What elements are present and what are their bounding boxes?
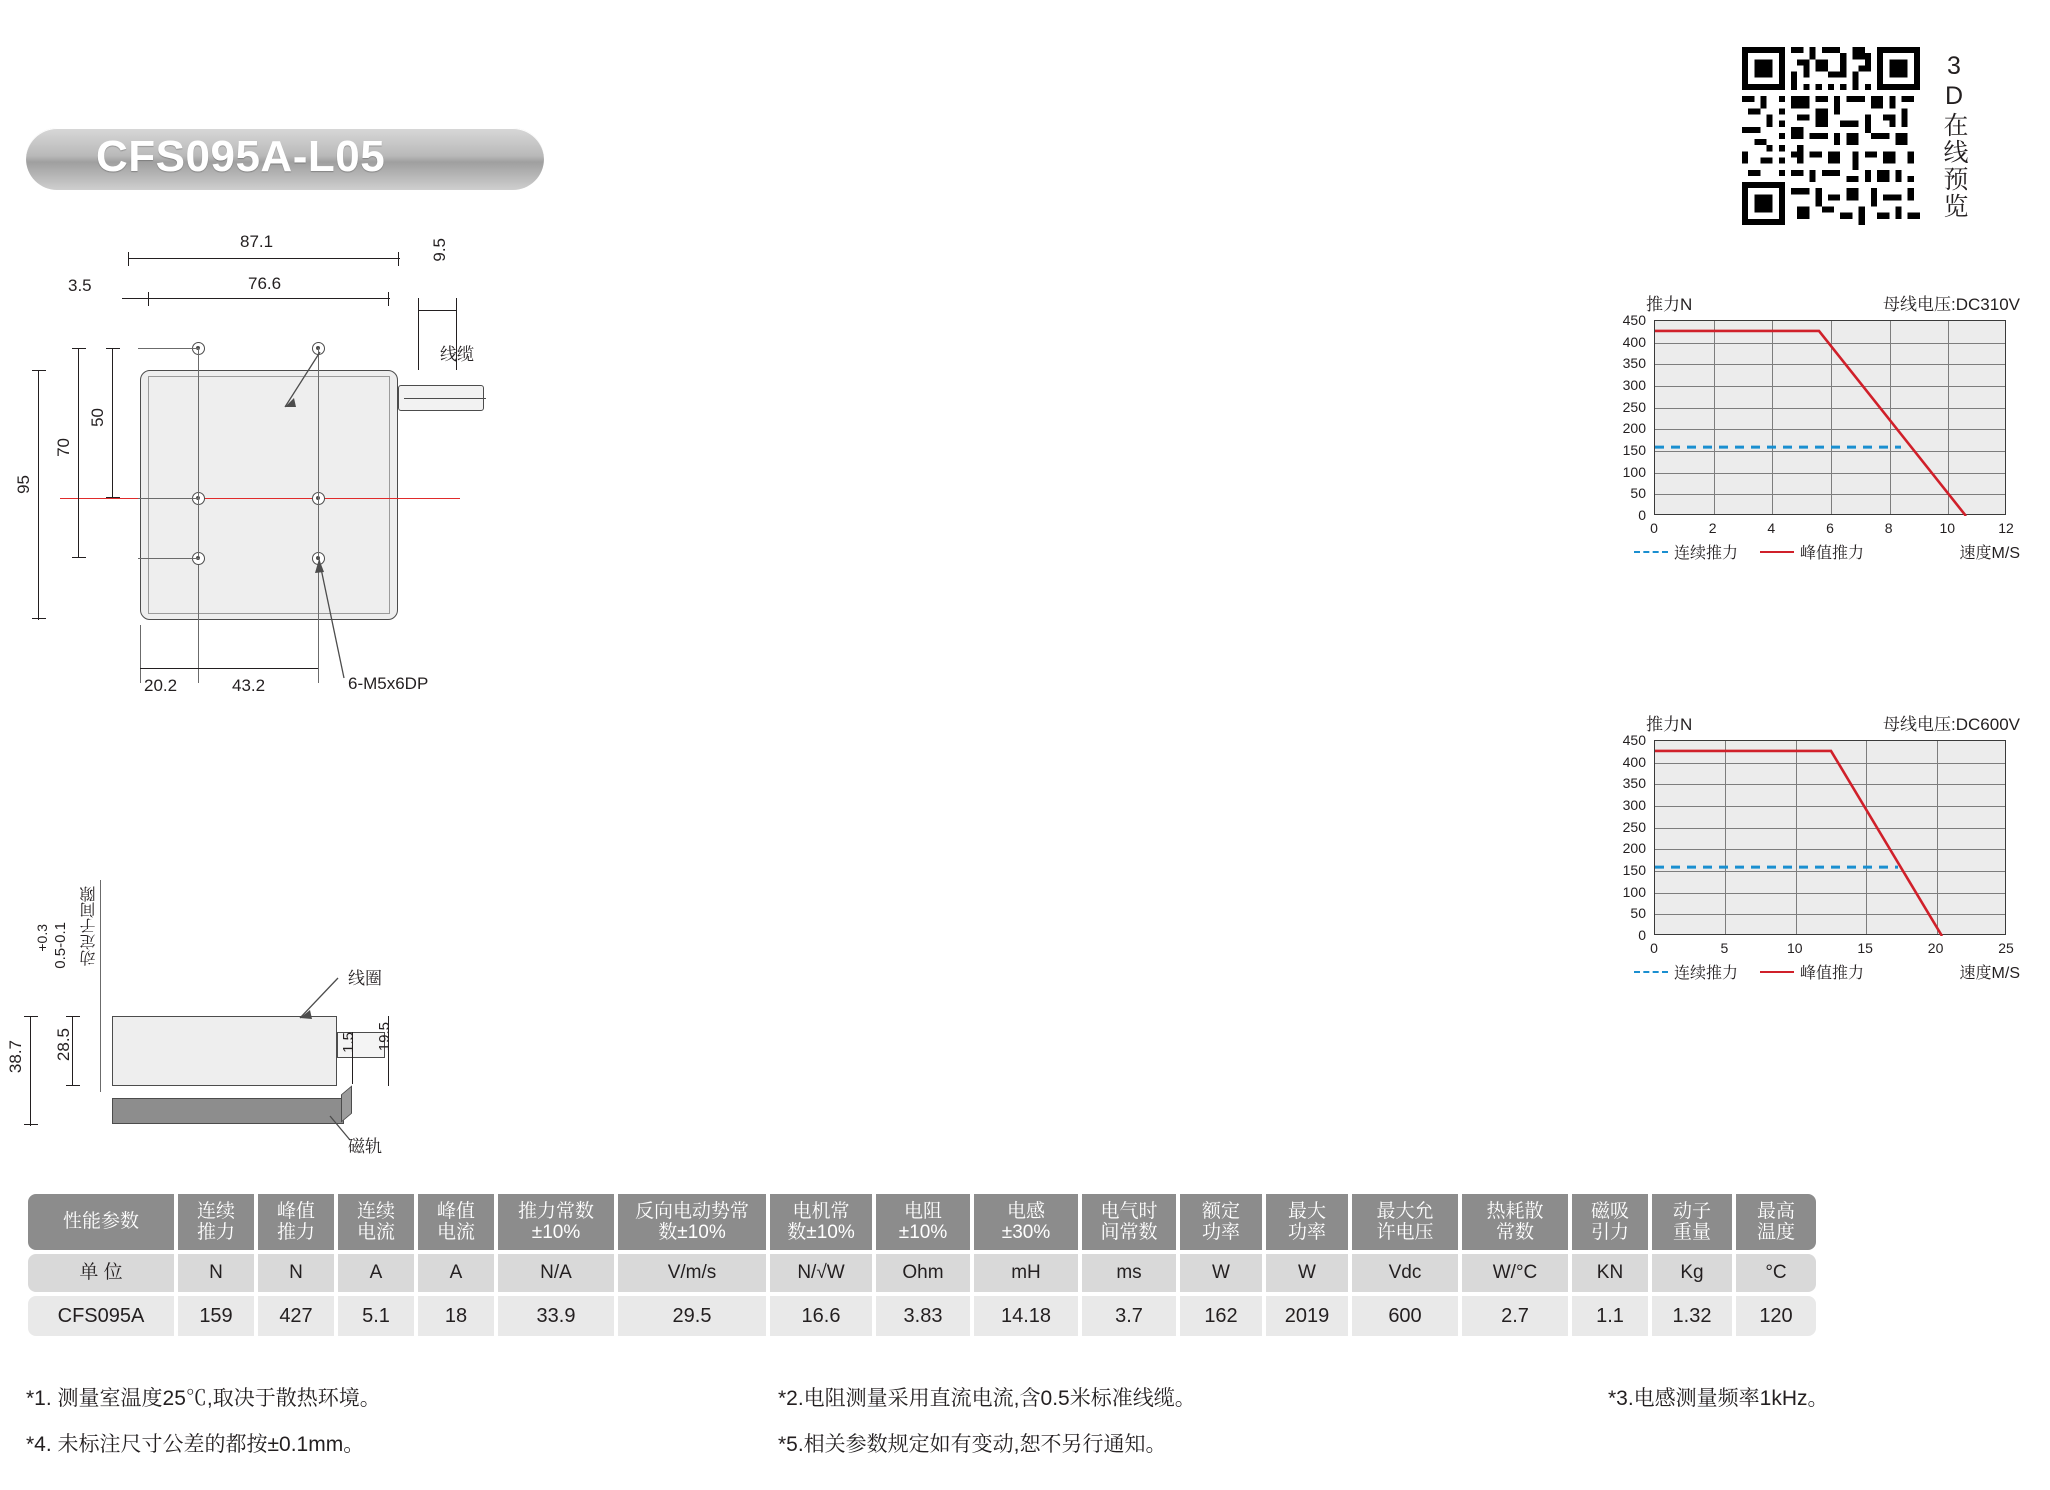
chart1-ytick: 0: [1638, 507, 1646, 523]
table-unit-cell: N: [176, 1252, 256, 1294]
chart2-xtick: 5: [1720, 940, 1729, 956]
chart1-xtick: 2: [1708, 520, 1717, 536]
header-text: 连续推力: [196, 1200, 235, 1243]
chart2-curves: [1655, 741, 2007, 936]
chart1-ytick: 300: [1622, 377, 1646, 393]
label-air-gap: 动定子间隙: [81, 886, 98, 966]
chart2-plot-area: [1654, 740, 2006, 935]
chart2-ytick: 100: [1622, 883, 1646, 900]
table-value-cell: 1.1: [1570, 1294, 1650, 1338]
table-unit-cell: A: [336, 1252, 416, 1294]
table-unit-cell: N/√W: [768, 1252, 874, 1294]
header-text: 热耗散常数: [1486, 1200, 1544, 1243]
chart2-ytick: 0: [1638, 927, 1646, 943]
table-header-cell: [768, 1192, 874, 1252]
qr-code-svg: [1742, 47, 1920, 225]
dim-cable-offset: 9.5: [430, 238, 449, 262]
dim-gap-tolerance: +0.3: [34, 924, 50, 952]
table-unit-cell: N: [256, 1252, 336, 1294]
table-value-cell: 162: [1178, 1294, 1264, 1338]
front-view-drawing: [0, 232, 520, 700]
dim-total-height: 38.7: [6, 1040, 25, 1074]
chart1-xtick: 0: [1650, 520, 1658, 536]
table-header-cell: [1178, 1192, 1264, 1252]
table-value-cell: 600: [1350, 1294, 1460, 1338]
table-unit-cell: KN: [1570, 1252, 1650, 1294]
chart2-ytick: 250: [1622, 818, 1646, 835]
table-unit-cell: A: [416, 1252, 496, 1294]
chart1-x-title: 速度M/S: [1959, 545, 2020, 562]
header-text: 最大允许电压: [1376, 1200, 1434, 1243]
dim-height-70: 70: [54, 438, 73, 457]
header-text: 峰值推力: [276, 1200, 315, 1243]
table-unit-cell: V/m/s: [616, 1252, 768, 1294]
spec-table: [26, 1192, 1818, 1338]
table-header-cell: [336, 1192, 416, 1252]
header-text: 推力常数±10%: [517, 1200, 594, 1243]
header-text: 最大功率: [1287, 1200, 1326, 1243]
chart2-y-title: 推力N: [1646, 715, 1693, 734]
header-text: 电阻±10%: [898, 1200, 948, 1243]
table-unit-cell: mH: [972, 1252, 1080, 1294]
note-4: *4. 未标注尺寸公差的都按±0.1mm。: [26, 1433, 365, 1456]
table-value-cell: 3.7: [1080, 1294, 1178, 1338]
header-text: 动子重量: [1672, 1200, 1711, 1243]
dim-left-offset: 3.5: [68, 276, 92, 295]
chart2-x-title: 速度M/S: [1959, 965, 2020, 982]
spec-table-value-row: [26, 1294, 1818, 1338]
table-unit-cell: N/A: [496, 1252, 616, 1294]
dim-tab-height: 1.5: [340, 1032, 357, 1053]
dim-gap-value: 0.5-0.1: [52, 922, 69, 969]
table-value-cell: 2.7: [1460, 1294, 1570, 1338]
qr-label: 3D在线预览: [1940, 52, 1968, 220]
chart1-ytick: 150: [1622, 442, 1646, 458]
chart-dc310v: [1590, 290, 2020, 640]
chart1-xtick: 12: [1998, 520, 2014, 536]
chart1-xtick: 10: [1939, 520, 1956, 536]
note-2: *2.电阻测量采用直流电流,含0.5米标准线缆。: [778, 1387, 1196, 1410]
chart1-ytick: 200: [1622, 420, 1646, 437]
note-1: *1. 测量室温度25℃,取决于散热环境。: [26, 1387, 381, 1410]
table-unit-cell: Ohm: [874, 1252, 972, 1294]
chart2-ytick: 300: [1622, 797, 1646, 813]
chart2-ytick: 150: [1622, 862, 1646, 878]
table-value-cell: 33.9: [496, 1294, 616, 1338]
chart1-legend-solid-swatch: [1760, 551, 1794, 553]
table-unit-cell: W: [1178, 1252, 1264, 1294]
spec-table-units-row: [26, 1252, 1818, 1294]
chart1-curves: [1655, 321, 2007, 516]
chart2-xtick: 15: [1857, 940, 1873, 956]
dim-hole-x1: 20.2: [144, 676, 178, 695]
chart1-ytick: 50: [1630, 485, 1646, 502]
table-unit-cell: °C: [1734, 1252, 1818, 1294]
chart2-ytick: 200: [1622, 840, 1646, 857]
header-text: 电感±30%: [1001, 1200, 1051, 1243]
chart1-y-title: 推力N: [1646, 295, 1693, 314]
table-header-cell: [1264, 1192, 1350, 1252]
dim-height-50: 50: [88, 408, 107, 427]
table-header-cell: 性能参数: [26, 1192, 176, 1252]
table-value-cell: 159: [176, 1294, 256, 1338]
table-header-cell: [1570, 1192, 1650, 1252]
chart1-ytick: 250: [1622, 398, 1646, 415]
chart1-plot-area: [1654, 320, 2006, 515]
label-magnet: 磁轨: [348, 1137, 382, 1156]
table-header-cell: [256, 1192, 336, 1252]
chart2-legend-solid-swatch: [1760, 971, 1794, 973]
table-value-cell: 16.6: [768, 1294, 874, 1338]
chart2-ytick: 50: [1630, 905, 1646, 922]
chart2-xtick: 0: [1650, 940, 1658, 956]
note-3: *3.电感测量频率1kHz。: [1608, 1387, 1829, 1410]
chart1-ytick: 400: [1622, 333, 1646, 350]
chart1-xtick: 6: [1826, 520, 1834, 536]
chart2-ytick: 450: [1622, 732, 1646, 748]
dim-tab-total: 19.5: [376, 1022, 393, 1052]
dim-overall-width: 87.1: [240, 232, 274, 251]
page-title: CFS095A-L05: [96, 132, 386, 181]
table-header-cell: [1734, 1192, 1818, 1252]
dim-inner-width: 76.6: [248, 274, 282, 293]
chart1-bus-voltage: 母线电压:DC310V: [1883, 295, 2020, 314]
label-holes: 6-M5x6DP: [348, 674, 429, 693]
header-text: 最高温度: [1756, 1200, 1795, 1243]
chart1-legend-peak: 峰值推力: [1800, 545, 1865, 562]
table-header-cell: [1350, 1192, 1460, 1252]
table-value-cell: 29.5: [616, 1294, 768, 1338]
table-header-cell: [1650, 1192, 1734, 1252]
note-5: *5.相关参数规定如有变动,恕不另行通知。: [778, 1433, 1167, 1456]
header-text: 额定功率: [1201, 1200, 1240, 1243]
table-value-cell: 1.32: [1650, 1294, 1734, 1338]
table-value-cell: 2019: [1264, 1294, 1350, 1338]
side-view-leaders: [0, 900, 520, 1220]
chart2-legend-peak: 峰值推力: [1800, 965, 1865, 982]
label-cable: 线缆: [440, 345, 474, 364]
chart2-xtick: 10: [1787, 940, 1803, 956]
header-text: 峰值电流: [436, 1200, 475, 1243]
table-header-cell: [416, 1192, 496, 1252]
header-text: 电机常数±10%: [787, 1200, 855, 1243]
chart2-ytick: 350: [1622, 775, 1646, 792]
chart2-bus-voltage: 母线电压:DC600V: [1883, 715, 2020, 734]
label-coil: 线圈: [348, 969, 382, 988]
table-value-cell: 120: [1734, 1294, 1818, 1338]
table-value-cell: 18: [416, 1294, 496, 1338]
table-value-cell: 3.83: [874, 1294, 972, 1338]
side-view-drawing: [0, 886, 520, 1220]
dim-overall-height: 95: [14, 475, 33, 494]
table-unit-cell: W: [1264, 1252, 1350, 1294]
table-unit-cell: Kg: [1650, 1252, 1734, 1294]
table-header-cell: [616, 1192, 768, 1252]
table-unit-cell: W/°C: [1460, 1252, 1570, 1294]
qr-code: [1742, 47, 1920, 225]
table-unit-cell: ms: [1080, 1252, 1178, 1294]
table-units-label: 单 位: [26, 1252, 176, 1294]
table-header-cell: [1080, 1192, 1178, 1252]
chart2-legend-dash-swatch: [1634, 971, 1668, 973]
dim-coil-height: 28.5: [54, 1028, 73, 1062]
table-header-cell: [176, 1192, 256, 1252]
table-unit-cell: Vdc: [1350, 1252, 1460, 1294]
header-text: 连续电流: [356, 1200, 395, 1243]
header-text: 反向电动势常数±10%: [634, 1200, 749, 1243]
table-row-label: CFS095A: [26, 1294, 176, 1338]
chart1-xtick: 8: [1884, 520, 1893, 536]
chart1-ytick: 100: [1622, 463, 1646, 480]
table-header-cell: [496, 1192, 616, 1252]
chart2-legend-continuous: 连续推力: [1674, 965, 1739, 982]
chart-dc600v: [1590, 710, 2020, 1060]
chart1-legend-dash-swatch: [1634, 551, 1668, 553]
chart1-legend-continuous: 连续推力: [1674, 545, 1739, 562]
table-header-cell: [972, 1192, 1080, 1252]
chart1-xtick: 4: [1767, 520, 1776, 536]
chart2-xtick: 25: [1998, 940, 2014, 956]
chart2-xtick: 20: [1927, 940, 1944, 956]
table-value-cell: 427: [256, 1294, 336, 1338]
header-text: 磁吸引力: [1590, 1200, 1629, 1243]
table-value-cell: 14.18: [972, 1294, 1080, 1338]
header-text: 电气时间常数: [1100, 1200, 1158, 1243]
table-header-cell: [874, 1192, 972, 1252]
chart2-ytick: 400: [1622, 753, 1646, 770]
dim-hole-x2: 43.2: [232, 676, 266, 695]
spec-table-header-row: [26, 1192, 1818, 1252]
table-value-cell: 5.1: [336, 1294, 416, 1338]
chart1-ytick: 450: [1622, 312, 1646, 328]
chart1-ytick: 350: [1622, 355, 1646, 372]
table-header-cell: [1460, 1192, 1570, 1252]
